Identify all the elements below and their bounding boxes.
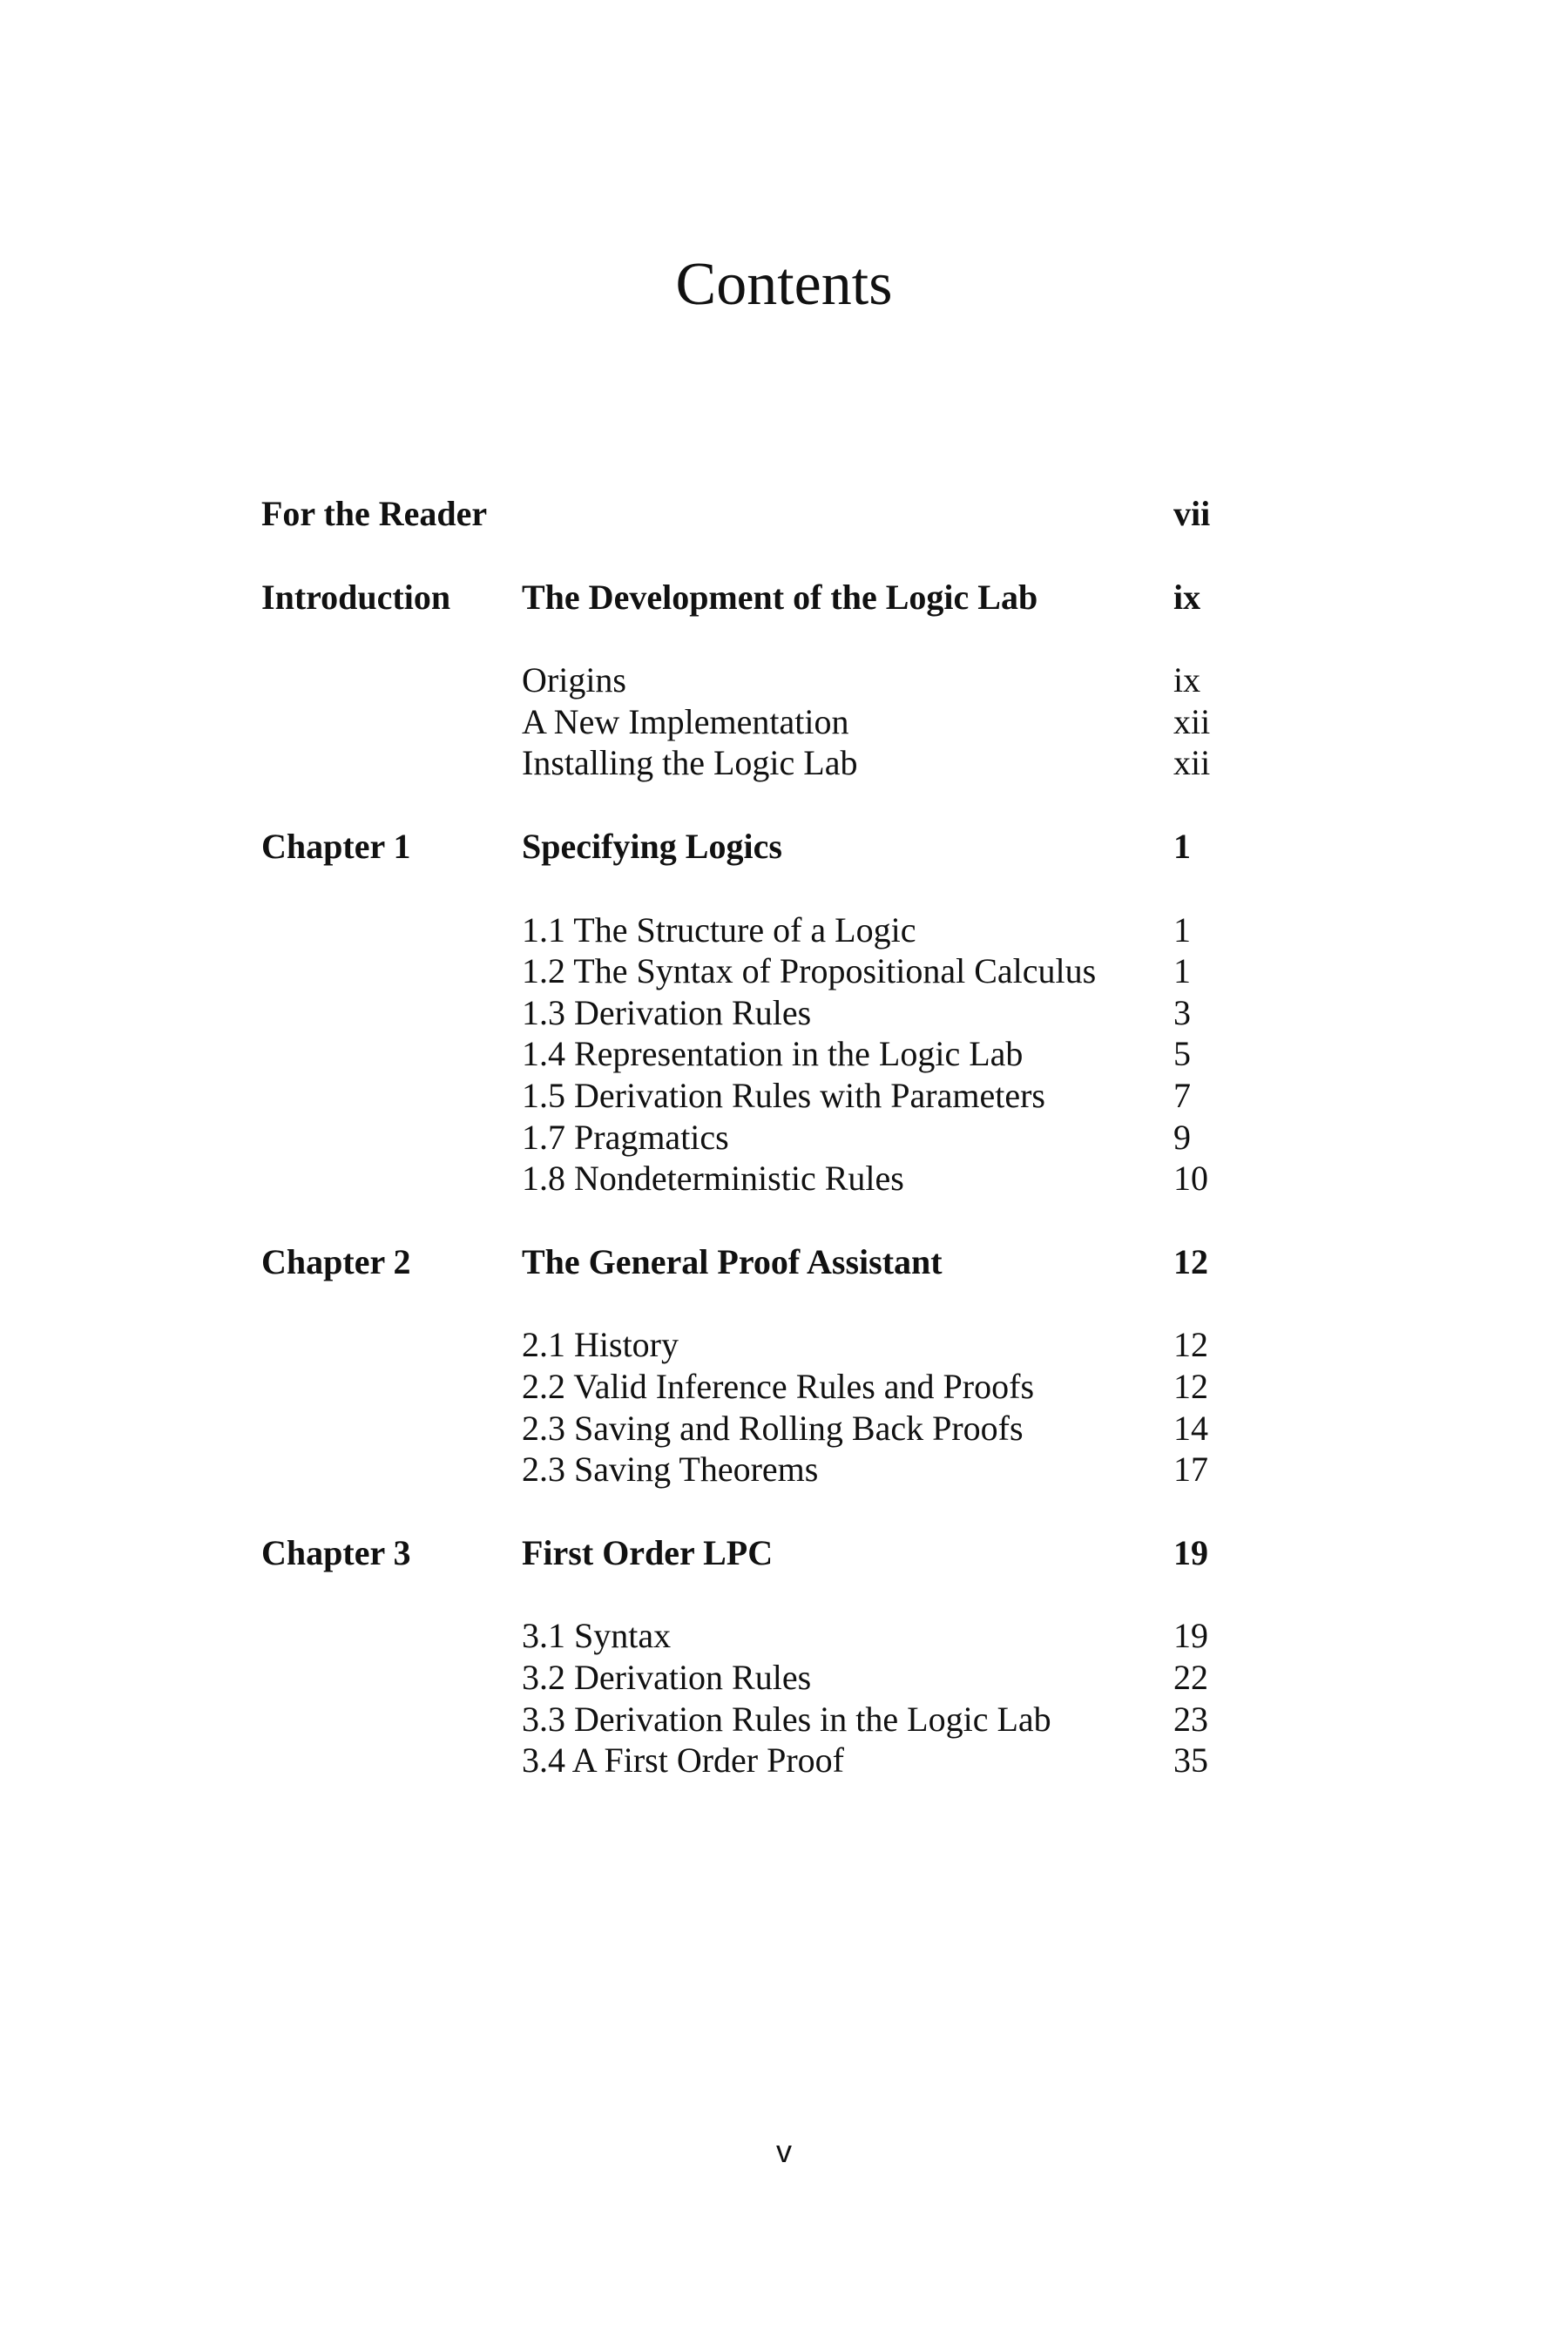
toc-section-row[interactable] — [0, 1408, 1568, 1450]
toc-section-title: 1.7 Pragmatics — [522, 1118, 729, 1157]
toc-section-title: 2.1 History — [522, 1325, 679, 1364]
toc-section-page: 12 — [1173, 1367, 1208, 1406]
toc-section-title: Origins — [522, 660, 626, 700]
toc-section-row[interactable] — [0, 1657, 1568, 1699]
toc-chapter-page: vii — [1173, 494, 1211, 533]
toc-section-page: 14 — [1173, 1409, 1208, 1448]
toc-section-title: 1.2 The Syntax of Propositional Calculus — [522, 951, 1097, 990]
toc-section-row[interactable] — [0, 909, 1568, 951]
toc-chapter-row[interactable] — [0, 1241, 1568, 1283]
toc-section-title: A New Implementation — [522, 702, 849, 741]
toc-section-page: 23 — [1173, 1700, 1208, 1739]
toc-section-page: 3 — [1173, 993, 1191, 1032]
toc-section-title: 3.4 A First Order Proof — [522, 1740, 844, 1780]
toc-section-title: 3.1 Syntax — [522, 1616, 672, 1655]
toc-section-page: 5 — [1173, 1034, 1191, 1073]
toc-section-row[interactable] — [0, 1158, 1568, 1200]
toc-section-row[interactable] — [0, 742, 1568, 784]
page-title: Contents — [675, 251, 893, 318]
toc-chapter-row[interactable] — [0, 577, 1568, 618]
toc-section-row[interactable] — [0, 1699, 1568, 1740]
toc-section-row[interactable] — [0, 1615, 1568, 1657]
toc-chapter-row[interactable] — [0, 1532, 1568, 1574]
toc-section-page: 17 — [1173, 1450, 1208, 1489]
toc-section-title: 1.3 Derivation Rules — [522, 993, 812, 1032]
toc-section-page: 9 — [1173, 1118, 1191, 1157]
toc-chapter-label: Chapter 1 — [261, 827, 411, 866]
page-number: v — [776, 2133, 792, 2169]
toc-section-title: 1.1 The Structure of a Logic — [522, 910, 916, 950]
toc-section-row[interactable] — [0, 1449, 1568, 1490]
toc-section-row[interactable] — [0, 701, 1568, 743]
toc-chapter-row[interactable] — [0, 493, 1568, 535]
toc-section-title: 3.3 Derivation Rules in the Logic Lab — [522, 1700, 1051, 1739]
toc-section-row[interactable] — [0, 1324, 1568, 1366]
toc-section-row[interactable] — [0, 659, 1568, 701]
toc-chapter-title: The General Proof Assistant — [522, 1242, 943, 1281]
toc-chapter-title: First Order LPC — [522, 1533, 774, 1572]
toc-section-page: ix — [1173, 660, 1201, 700]
toc-section-page: 1 — [1173, 951, 1191, 990]
toc-section-row[interactable] — [0, 1740, 1568, 1781]
toc-section-page: 19 — [1173, 1616, 1208, 1655]
toc-section-row[interactable] — [0, 992, 1568, 1034]
toc-chapter-page: 19 — [1173, 1533, 1208, 1572]
toc-section-title: 2.3 Saving and Rolling Back Proofs — [522, 1409, 1024, 1448]
toc-section-page: 10 — [1173, 1159, 1208, 1198]
toc-section-title: 1.8 Nondeterministic Rules — [522, 1159, 904, 1198]
toc-section-title: 1.4 Representation in the Logic Lab — [522, 1034, 1024, 1073]
toc-chapter-label: Chapter 2 — [261, 1242, 411, 1281]
toc-chapter-label: Chapter 3 — [261, 1533, 411, 1572]
toc-chapter-label: For the Reader — [261, 494, 488, 533]
toc-chapter-page: 12 — [1173, 1242, 1208, 1281]
toc-section-page: xii — [1173, 702, 1211, 741]
toc-section-title: 3.2 Derivation Rules — [522, 1658, 812, 1697]
toc-section-page: 12 — [1173, 1325, 1208, 1364]
toc-section-row[interactable] — [0, 1075, 1568, 1117]
toc-section-title: 1.5 Derivation Rules with Parameters — [522, 1076, 1045, 1115]
toc-section-row[interactable] — [0, 1366, 1568, 1408]
toc-chapter-title: Specifying Logics — [522, 827, 782, 866]
toc-section-page: 22 — [1173, 1658, 1208, 1697]
toc-section-page: 1 — [1173, 910, 1191, 950]
toc-chapter-row[interactable] — [0, 826, 1568, 868]
toc-chapter-title: The Development of the Logic Lab — [522, 578, 1038, 617]
toc-chapter-page: ix — [1173, 578, 1201, 617]
toc-section-page: 7 — [1173, 1076, 1191, 1115]
toc-chapter-label: Introduction — [261, 578, 451, 617]
toc-section-page: 35 — [1173, 1740, 1208, 1780]
toc-section-title: 2.2 Valid Inference Rules and Proofs — [522, 1367, 1035, 1406]
toc-chapter-page: 1 — [1173, 827, 1191, 866]
toc-section-page: xii — [1173, 743, 1211, 782]
toc-section-title: Installing the Logic Lab — [522, 743, 858, 782]
toc-section-row[interactable] — [0, 1033, 1568, 1075]
toc-section-row[interactable] — [0, 1117, 1568, 1159]
toc-section-title: 2.3 Saving Theorems — [522, 1450, 819, 1489]
toc-section-row[interactable] — [0, 950, 1568, 992]
